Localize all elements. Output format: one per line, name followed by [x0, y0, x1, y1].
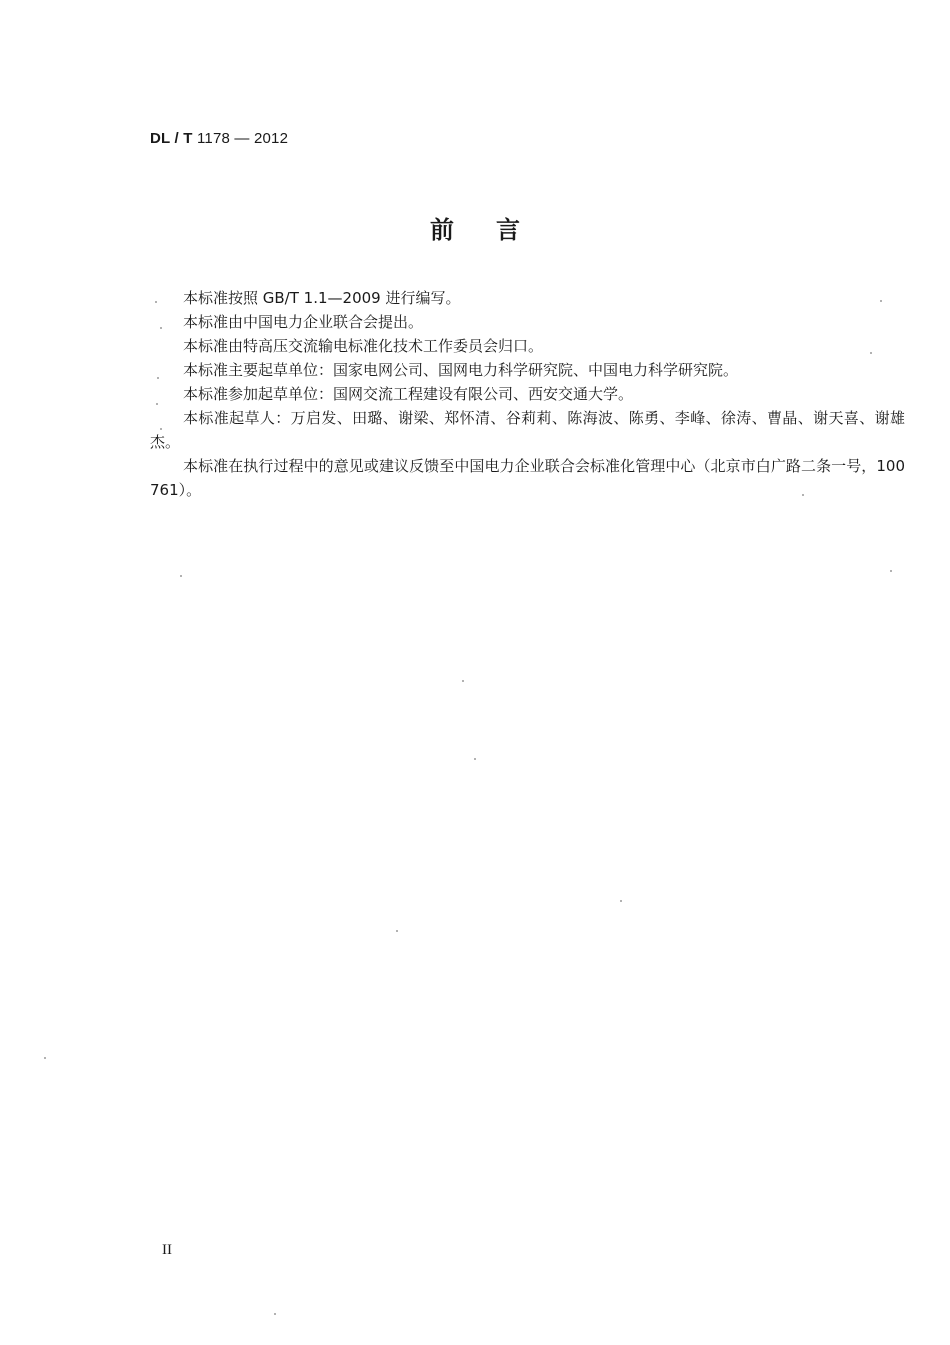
scan-speck [180, 575, 182, 577]
paragraph-committee: 本标准由特高压交流输电标准化技术工作委员会归口。 [183, 337, 544, 355]
paragraph-drafters-names: 本标准起草人：万启发、田璐、谢梁、郑怀清、谷莉莉、陈海波、陈勇、李峰、徐涛、曹晶、谢天喜、谢雄杰。 [150, 409, 905, 451]
scan-speck [156, 403, 158, 405]
scan-speck [462, 680, 464, 682]
document-code-number: 1178 — 2012 [196, 130, 289, 147]
scan-speck [880, 300, 882, 302]
scan-speck [157, 377, 159, 379]
paragraph-drafting-rules: 本标准按照 GB/T 1.1—2009 进行编写。 [183, 289, 461, 307]
scan-speck [160, 428, 162, 430]
scan-speck [474, 758, 476, 760]
scan-speck [274, 1313, 276, 1315]
paragraph-participating-drafters: 本标准参加起草单位：国网交流工程建设有限公司、西安交通大学。 [183, 385, 634, 403]
scan-speck [890, 570, 892, 572]
preface-body [150, 286, 905, 502]
scan-speck [396, 930, 398, 932]
scan-speck [155, 301, 157, 303]
paragraph-feedback: 本标准在执行过程中的意见或建议反馈至中国电力企业联合会标准化管理中心（北京市白广路二条一号，100761）。 [150, 457, 905, 499]
document-code [150, 130, 288, 147]
document-code-prefix: DL / T [150, 130, 193, 147]
scan-speck [802, 494, 804, 496]
section-title: 前言 [430, 216, 562, 244]
scan-speck [870, 352, 872, 354]
scan-speck [620, 900, 622, 902]
page-number: II [162, 1242, 172, 1258]
paragraph-main-drafters: 本标准主要起草单位：国家电网公司、国网电力科学研究院、中国电力科学研究院。 [183, 361, 739, 379]
paragraph-proposer: 本标准由中国电力企业联合会提出。 [183, 313, 424, 331]
scan-speck [44, 1057, 46, 1059]
scan-speck [160, 327, 162, 329]
